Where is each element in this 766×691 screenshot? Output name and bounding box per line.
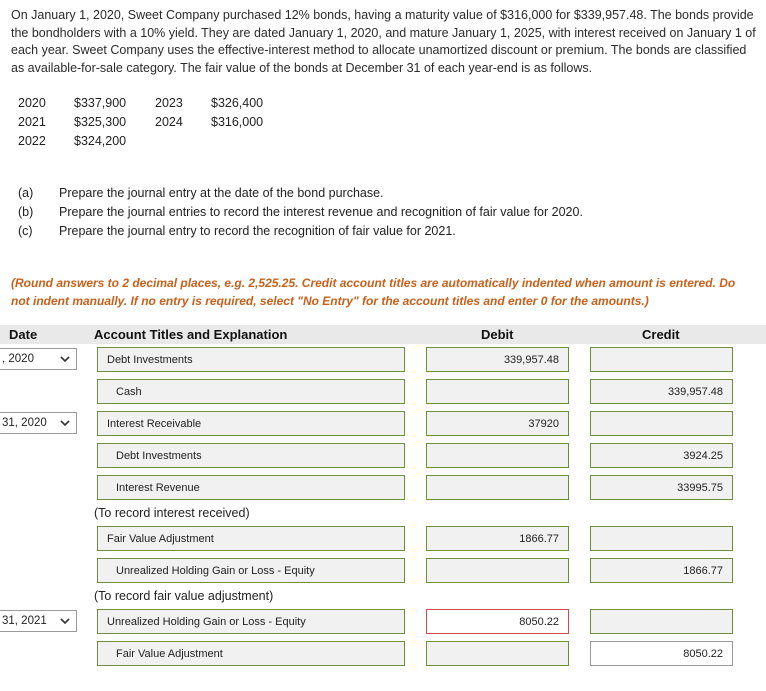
fair-value-2021 [18,112,127,132]
credit-text: 8050.22 [683,648,723,660]
account-input[interactable] [97,558,405,583]
account-text: Fair Value Adjustment [116,648,223,660]
account-input[interactable] [97,609,405,634]
date-select-a[interactable] [0,348,77,370]
account-text: Cash [116,386,142,398]
fv-year: 2020 [18,96,46,110]
date-value: 31, 2021 [2,615,47,627]
credit-text: 1866.77 [683,565,723,577]
header-debit: Debit [481,327,514,342]
credit-input[interactable] [590,526,733,551]
debit-input[interactable] [426,641,569,666]
fv-value: $316,000 [211,115,264,129]
fv-value: $324,200 [74,134,127,148]
debit-input[interactable] [426,411,569,436]
account-text: Debt Investments [107,354,193,366]
header-credit: Credit [642,327,680,342]
fv-year: 2024 [155,115,183,129]
fair-value-2020 [18,93,127,113]
entry-explanation: (To record fair value adjustment) [94,589,274,603]
account-input[interactable] [97,526,405,551]
date-value: , 2020 [2,353,34,365]
requirement-label: (c) [18,224,33,238]
credit-input[interactable] [590,558,733,583]
debit-text: 37920 [528,418,559,430]
credit-text: 33995.75 [677,482,723,494]
requirement-text: Prepare the journal entry to record the recognition of fair value for 2021. [59,224,456,238]
debit-text: 339,957.48 [503,354,559,366]
credit-input[interactable] [590,379,733,404]
credit-input[interactable] [590,347,733,372]
fv-value: $337,900 [74,96,127,110]
debit-input[interactable] [426,347,569,372]
journal-table-header [0,325,766,344]
account-text: Unrealized Holding Gain or Loss - Equity [107,616,306,628]
account-input[interactable] [97,641,405,666]
header-account: Account Titles and Explanation [94,327,288,342]
fair-value-2024 [155,112,264,132]
chevron-down-icon [60,416,70,430]
account-text: Interest Revenue [116,482,200,494]
credit-text: 3924.25 [683,450,723,462]
requirement-label: (b) [18,205,34,219]
debit-text: 8050.22 [519,616,559,628]
credit-input[interactable] [590,443,733,468]
fv-value: $326,400 [211,96,264,110]
rounding-instructions: (Round answers to 2 decimal places, e.g. 2,525.25. Credit account titles are automatically indented when amount is entered. Do not indent manually. If no entry is required, select "No Entry" for the account titles and enter 0 for the amounts.) [11,276,736,308]
account-text: Fair Value Adjustment [107,533,214,545]
debit-text: 1866.77 [519,533,559,545]
credit-input[interactable] [590,641,733,666]
header-date: Date [9,327,38,342]
account-input[interactable] [97,411,405,436]
credit-input[interactable] [590,411,733,436]
fv-year: 2022 [18,134,46,148]
date-value: 31, 2020 [2,417,47,429]
debit-input[interactable] [426,609,569,634]
entry-explanation: (To record interest received) [94,506,250,520]
chevron-down-icon [60,614,70,628]
date-select-c[interactable] [0,610,77,632]
requirement-text: Prepare the journal entries to record the interest revenue and recognition of fair value for 2020. [59,205,583,219]
chevron-down-icon [60,352,70,366]
fv-value: $325,300 [74,115,127,129]
account-text: Debt Investments [116,450,202,462]
date-select-b[interactable] [0,412,77,434]
credit-input[interactable] [590,475,733,500]
debit-input[interactable] [426,526,569,551]
requirement-text: Prepare the journal entry at the date of the bond purchase. [59,186,384,200]
account-input[interactable] [97,443,405,468]
requirement-label: (a) [18,186,34,200]
debit-input[interactable] [426,443,569,468]
account-input[interactable] [97,347,405,372]
debit-input[interactable] [426,475,569,500]
debit-input[interactable] [426,558,569,583]
account-text: Unrealized Holding Gain or Loss - Equity [116,565,315,577]
fair-value-2023 [155,93,264,113]
fv-year: 2021 [18,115,46,129]
account-input[interactable] [97,379,405,404]
account-input[interactable] [97,475,405,500]
credit-input[interactable] [590,609,733,634]
account-text: Interest Receivable [107,418,202,430]
problem-statement: On January 1, 2020, Sweet Company purchased 12% bonds, having a maturity value of $316,000 for $339,957.48. The bonds provide the bondholders with a 10% yield. They are dated January 1, 2020, and mature January 1, 2025, with interest received on January 1 of each year. Sweet Company uses the effective-interest method to allocate unamortized discount or premium. The bonds are classified as available-for-sale category. The fair value of the bonds at December 31 of each year-end is as follows. [11,8,756,75]
fv-year: 2023 [155,96,183,110]
debit-input[interactable] [426,379,569,404]
credit-text: 339,957.48 [667,386,723,398]
fair-value-2022 [18,131,127,151]
